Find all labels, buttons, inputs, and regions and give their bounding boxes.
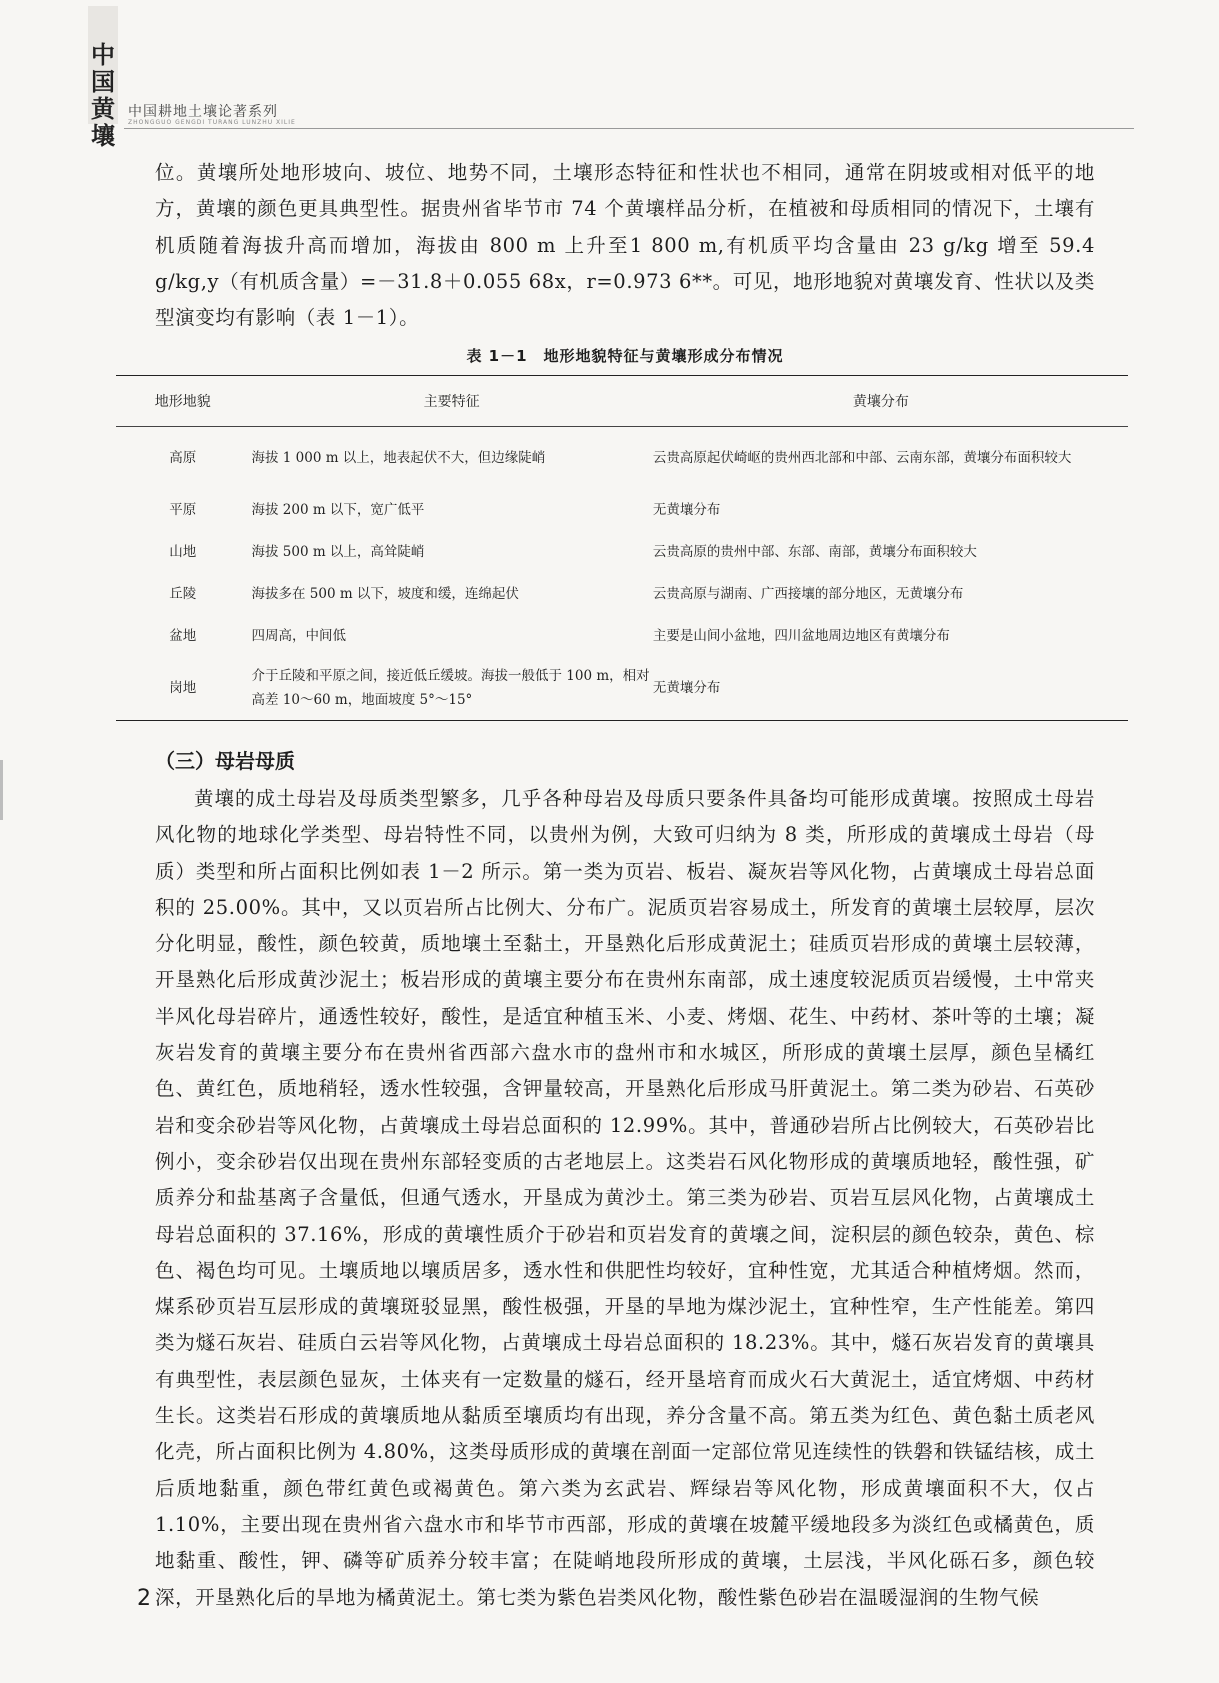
terrain-table	[116, 375, 1128, 721]
table-header-row	[116, 376, 1128, 427]
table-cell-landform: 山地	[169, 543, 197, 560]
table-cell-feature: 海拔 200 m 以下，宽广低平	[251, 501, 425, 518]
section-paragraph: 黄壤的成土母岩及母质类型繁多，几乎各种母岩及母质只要条件具备均可能形成黄壤。按照成土母岩风化物的地球化学类型、母岩特性不同，以贵州为例，大致可归纳为 8 类，所形成的黄壤成土母岩（母质）类型和所占面积比例如表 1－2 所示。第一类为页岩、板岩、凝灰岩等风化物，占黄壤成土母岩总面积的 25.00%。其中，又以页岩所占比例大、分布广。泥质页岩容易成土，所发育的黄壤土层较厚，层次分化明显，酸性，颜色较黄，质地壤土至黏土，开垦熟化后形成黄泥土；硅质页岩形成的黄壤土层较薄，开垦熟化后形成黄沙泥土；板岩形成的黄壤主要分布在贵州东南部，成土速度较泥质页岩缓慢，土中常夹半风化母岩碎片，通透性较好，酸性，是适宜种植玉米、小麦、烤烟、花生、中药材、茶叶等的土壤；凝灰岩发育的黄壤主要分布在贵州省西部六盘水市的盘州市和水城区，所形成的黄壤土层厚，颜色呈橘红色、黄红色，质地稍轻，透水性较强，含钾量较高，开垦熟化后形成马肝黄泥土。第二类为砂岩、石英砂岩和变余砂岩等风化物，占黄壤成土母岩总面积的 12.99%。其中，普通砂岩所占比例较大，石英砂岩比例小，变余砂岩仅出现在贵州东部轻变质的古老地层上。这类岩石风化物形成的黄壤质地轻，酸性强，矿质养分和盐基离子含量低，但通气透水，开垦成为黄沙土。第三类为砂岩、页岩互层风化物，占黄壤成土母岩总面积的 37.16%，形成的黄壤性质介于砂岩和页岩发育的黄壤之间，淀积层的颜色较杂，黄色、棕色、褐色均可见。土壤质地以壤质居多，透水性和供肥性均较好，宜种性宽，尤其适合种植烤烟。然而，煤系砂页岩互层形成的黄壤斑驳显黑，酸性极强，开垦的旱地为煤沙泥土，宜种性窄，生产性能差。第四类为燧石灰岩、硅质白云岩等风化物，占黄壤成土母岩总面积的 18.23%。其中，燧石灰岩发育的黄壤具有典型性，表层颜色显灰，土体夹有一定数量的燧石，经开垦培育而成火石大黄泥土，适宜烤烟、中药材生长。这类岩石形成的黄壤质地从黏质至壤质均有出现，养分含量不高。第五类为红色、黄色黏土质老风化壳，所占面积比例为 4.80%，这类母质形成的黄壤在剖面一定部位常见连续性的铁磐和铁锰结核，成土后质地黏重，颜色带红黄色或褐黄色。第六类为玄武岩、辉绿岩等风化物，形成黄壤面积不大，仅占 1.10%，主要出现在贵州省六盘水市和毕节市西部，形成的黄壤在坡麓平缓地段多为淡红色或橘黄色，质地黏重、酸性，钾、磷等矿质养分较丰富；在陡峭地段所形成的黄壤，土层浅，半风化砾石多，颜色较深，开垦熟化后的旱地为橘黄泥土。第七类为紫色岩类风化物，酸性紫色砂岩在温暖湿润的生物气候	[155, 787, 1095, 1609]
page-number: 2	[137, 1586, 151, 1611]
table-cell-distribution: 云贵高原的贵州中部、东部、南部，黄壤分布面积较大	[652, 543, 977, 560]
scan-edge-mark	[0, 760, 3, 820]
series-title-char: 国	[91, 68, 115, 96]
table-row	[116, 427, 1128, 489]
table-cell-landform: 高原	[169, 449, 197, 466]
table-row	[116, 615, 1128, 657]
table-cell-distribution: 云贵高原与湖南、广西接壤的部分地区，无黄壤分布	[652, 585, 964, 602]
intro-paragraph: 位。黄壤所处地形坡向、坡位、地势不同，土壤形态特征和性状也不相同，通常在阴坡或相对低平的地方，黄壤的颜色更具典型性。据贵州省毕节市 74 个黄壤样品分析，在植被和母质相同的情况下，土壤有机质随着海拔升高而增加，海拔由 800 m 上升至1 800 m,有机质平均含量由 23 g/kg 增至 59.4 g/kg,y（有机质含量）=－31.8＋0.055 68x，r=0.973 6**。可见，地形地貌对黄壤发育、性状以及类型演变均有影响（表 1－1）。	[155, 161, 1095, 330]
table-cell-feature: 海拔多在 500 m 以下，坡度和缓，连绵起伏	[251, 585, 519, 602]
header-divider	[124, 128, 1134, 129]
series-title-char: 中	[91, 41, 115, 69]
table-row	[116, 573, 1128, 615]
table-cell-landform: 盆地	[169, 627, 197, 644]
column-header-feature: 主要特征	[249, 376, 652, 427]
section-text	[155, 781, 1095, 1616]
table-cell-feature: 海拔 500 m 以上，高耸陡峭	[251, 543, 425, 560]
table-cell-landform: 平原	[169, 501, 197, 518]
table-cell-feature: 介于丘陵和平原之间，接近低丘缓坡。海拔一般低于 100 m，相对高差 10～60 m，地面坡度 5°～15°	[249, 657, 652, 721]
series-pinyin: ZHONGGUO GENGDI TURANG LUNZHU XILIE	[128, 119, 296, 126]
table-row	[116, 489, 1128, 531]
series-title-char: 壤	[91, 122, 115, 150]
table-cell-distribution: 无黄壤分布	[653, 657, 1128, 721]
section-heading: （三）母岩母质	[155, 749, 295, 773]
table-cell-landform: 丘陵	[169, 585, 197, 602]
table-cell-distribution: 云贵高原起伏崎岖的贵州西北部和中部、云南东部，黄壤分布面积较大	[652, 449, 1072, 466]
column-header-distribution: 黄壤分布	[653, 376, 1128, 427]
table-cell-landform: 岗地	[116, 657, 249, 721]
series-name: 中国耕地土壤论著系列	[128, 104, 278, 120]
intro-text	[155, 155, 1095, 336]
table-row	[116, 657, 1128, 721]
table-cell-feature: 海拔 1 000 m 以上，地表起伏不大，但边缘陡峭	[251, 449, 546, 466]
table-row	[116, 531, 1128, 573]
column-header-landform: 地形地貌	[116, 376, 249, 427]
series-title	[88, 42, 118, 150]
table-cell-distribution: 无黄壤分布	[652, 501, 721, 518]
table-caption: 表 1－1 地形地貌特征与黄壤形成分布情况	[466, 347, 784, 365]
table-cell-feature: 四周高，中间低	[251, 627, 346, 644]
table-cell-distribution: 主要是山间小盆地，四川盆地周边地区有黄壤分布	[652, 627, 950, 644]
series-title-char: 黄	[91, 95, 115, 123]
